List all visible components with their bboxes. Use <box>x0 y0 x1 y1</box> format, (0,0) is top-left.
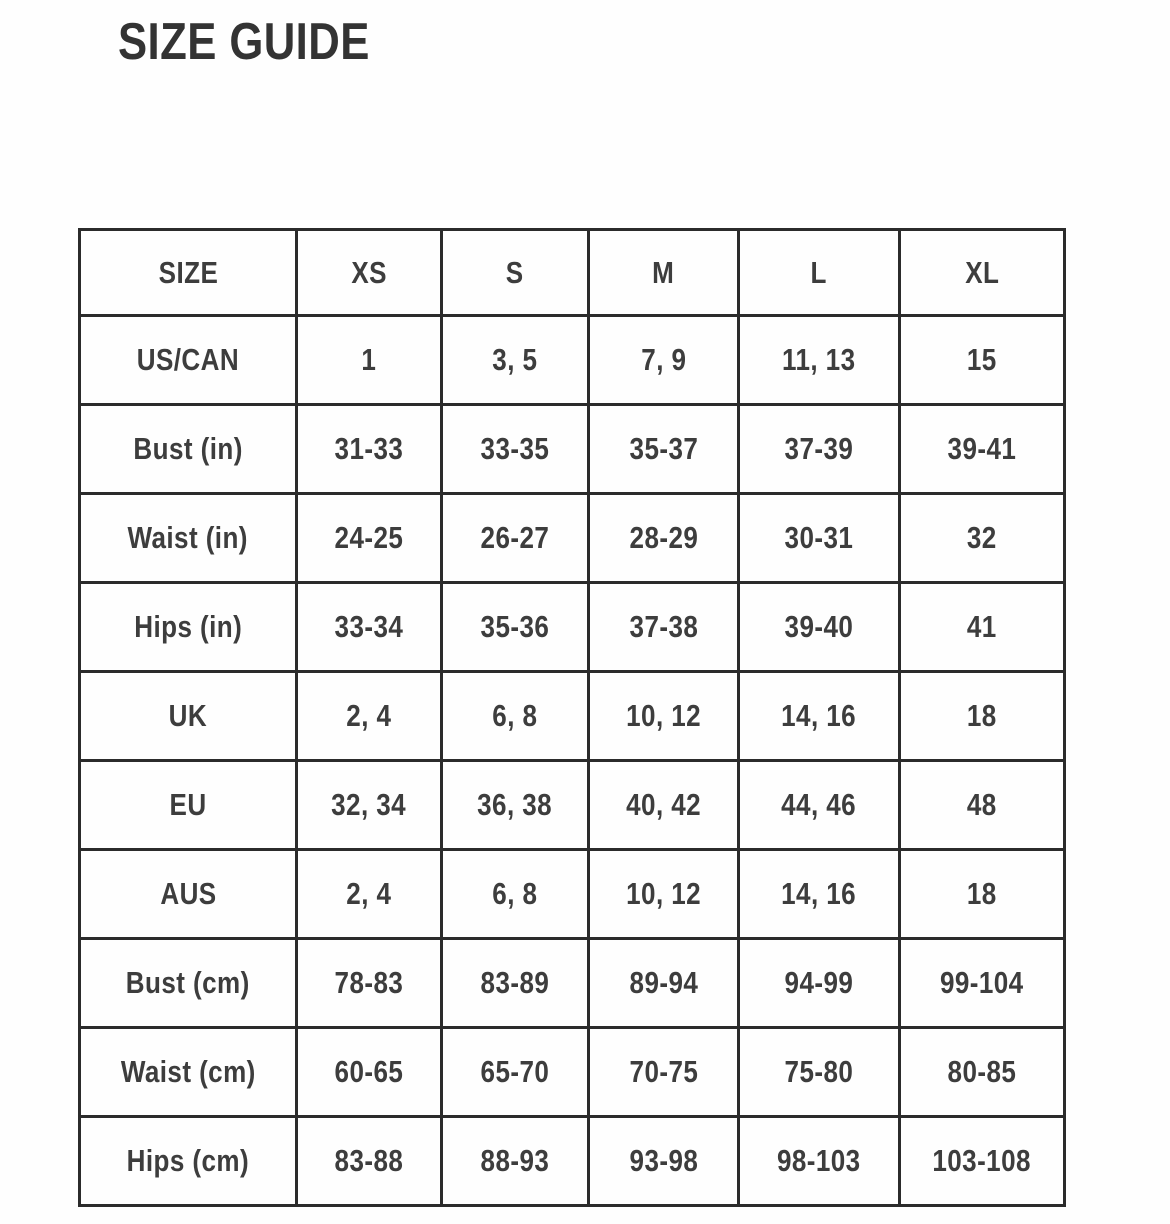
size-guide-table <box>78 228 1066 1207</box>
cell-text: 6, 8 <box>492 876 538 911</box>
cell-text: 88-93 <box>480 1143 550 1178</box>
table-cell <box>589 939 739 1028</box>
table-row-waist-cm <box>80 1028 1065 1117</box>
table-row-eu <box>80 761 1065 850</box>
cell-text: 2, 4 <box>346 698 392 733</box>
cell-text: 35-36 <box>480 609 550 644</box>
cell-text: L <box>810 254 828 290</box>
cell-text: 32 <box>967 520 997 555</box>
table-cell <box>297 494 442 583</box>
table-cell <box>589 761 739 850</box>
cell-text: 32, 34 <box>331 787 407 822</box>
cell-text: 60-65 <box>334 1054 404 1089</box>
table-cell <box>739 316 900 405</box>
cell-text: 15 <box>967 342 997 377</box>
table-row-aus <box>80 850 1065 939</box>
cell-text: 94-99 <box>784 965 854 1000</box>
table-row-bust-cm <box>80 939 1065 1028</box>
table-cell <box>900 583 1065 672</box>
table-cell <box>739 850 900 939</box>
cell-text: 28-29 <box>629 520 698 555</box>
cell-text: 93-98 <box>629 1143 698 1178</box>
cell-text: Bust (in) <box>133 431 243 466</box>
cell-text: 18 <box>967 698 997 733</box>
cell-text: 33-34 <box>334 609 404 644</box>
cell-text: 99-104 <box>940 965 1024 1000</box>
column-header-s <box>442 230 589 316</box>
table-cell <box>442 494 589 583</box>
table-cell <box>442 405 589 494</box>
cell-text: 78-83 <box>334 965 404 1000</box>
cell-text: 80-85 <box>947 1054 1017 1089</box>
table-cell <box>739 405 900 494</box>
table-cell <box>900 761 1065 850</box>
table-cell <box>739 1028 900 1117</box>
cell-text: 48 <box>967 787 997 822</box>
column-header-size <box>80 230 297 316</box>
cell-text: XS <box>351 254 387 290</box>
row-label <box>80 583 297 672</box>
cell-text: 70-75 <box>629 1054 698 1089</box>
table-cell <box>900 316 1065 405</box>
cell-text: UK <box>168 698 208 733</box>
table-cell <box>297 316 442 405</box>
table-cell <box>900 1028 1065 1117</box>
page-title-text: SIZE GUIDE <box>118 13 370 71</box>
table-row-waist-in <box>80 494 1065 583</box>
cell-text: 2, 4 <box>346 876 392 911</box>
row-label <box>80 939 297 1028</box>
table-cell <box>297 1028 442 1117</box>
page-title <box>118 14 418 71</box>
cell-text: 7, 9 <box>640 342 687 377</box>
row-label <box>80 850 297 939</box>
table-cell <box>442 939 589 1028</box>
cell-text: 3, 5 <box>492 342 538 377</box>
table-cell <box>739 761 900 850</box>
cell-text: 103-108 <box>932 1143 1032 1178</box>
cell-text: 75-80 <box>784 1054 854 1089</box>
row-label <box>80 494 297 583</box>
table-cell <box>900 1117 1065 1206</box>
row-label <box>80 761 297 850</box>
table-cell <box>297 850 442 939</box>
header-row <box>80 230 1065 316</box>
table-row-uk <box>80 672 1065 761</box>
table-cell <box>589 850 739 939</box>
table-cell <box>442 316 589 405</box>
table-cell <box>297 939 442 1028</box>
cell-text: 33-35 <box>480 431 550 466</box>
cell-text: Hips (cm) <box>126 1143 250 1178</box>
cell-text: 40, 42 <box>626 787 701 822</box>
table-cell <box>589 1117 739 1206</box>
cell-text: 83-88 <box>334 1143 404 1178</box>
cell-text: 10, 12 <box>626 698 701 733</box>
table-row-hips-cm <box>80 1117 1065 1206</box>
cell-text: 10, 12 <box>626 876 701 911</box>
cell-text: Waist (cm) <box>120 1054 256 1089</box>
cell-text: 18 <box>967 876 997 911</box>
cell-text: 24-25 <box>334 520 404 555</box>
cell-text: 37-38 <box>629 609 698 644</box>
table-cell <box>442 1028 589 1117</box>
cell-text: 37-39 <box>784 431 854 466</box>
cell-text: M <box>652 254 675 290</box>
table-cell <box>900 939 1065 1028</box>
cell-text: 35-37 <box>629 431 698 466</box>
cell-text: 41 <box>967 609 997 644</box>
table-cell <box>739 1117 900 1206</box>
row-label <box>80 672 297 761</box>
cell-text: S <box>506 254 524 290</box>
row-label <box>80 1028 297 1117</box>
table-cell <box>442 672 589 761</box>
table-cell <box>900 405 1065 494</box>
table-cell <box>297 583 442 672</box>
table-cell <box>900 494 1065 583</box>
table-cell <box>589 672 739 761</box>
cell-text: 36, 38 <box>477 787 553 822</box>
row-label <box>80 316 297 405</box>
cell-text: EU <box>169 787 207 822</box>
table-cell <box>900 850 1065 939</box>
cell-text: Hips (in) <box>134 609 242 644</box>
cell-text: 1 <box>361 342 377 377</box>
table-cell <box>589 494 739 583</box>
cell-text: US/CAN <box>136 342 240 377</box>
table-row-us-can <box>80 316 1065 405</box>
table-cell <box>589 1028 739 1117</box>
table-cell <box>442 583 589 672</box>
table-cell <box>589 405 739 494</box>
table-cell <box>900 672 1065 761</box>
table-cell <box>739 672 900 761</box>
table-row-hips-in <box>80 583 1065 672</box>
table-cell <box>297 761 442 850</box>
cell-text: 39-40 <box>784 609 854 644</box>
cell-text: 39-41 <box>947 431 1017 466</box>
table-cell <box>739 583 900 672</box>
table-cell <box>442 761 589 850</box>
column-header-xl <box>900 230 1065 316</box>
table-cell <box>442 1117 589 1206</box>
cell-text: 30-31 <box>784 520 854 555</box>
cell-text: 31-33 <box>334 431 404 466</box>
column-header-xs <box>297 230 442 316</box>
row-label <box>80 1117 297 1206</box>
table-cell <box>739 494 900 583</box>
column-header-m <box>589 230 739 316</box>
cell-text: 98-103 <box>777 1143 861 1178</box>
cell-text: 26-27 <box>480 520 550 555</box>
cell-text: 6, 8 <box>492 698 538 733</box>
cell-text: 65-70 <box>480 1054 550 1089</box>
cell-text: XL <box>964 254 1000 290</box>
table-cell <box>739 939 900 1028</box>
cell-text: Waist (in) <box>127 520 249 555</box>
table-row-bust-in <box>80 405 1065 494</box>
cell-text: 44, 46 <box>781 787 857 822</box>
table-cell <box>589 316 739 405</box>
cell-text: 89-94 <box>629 965 698 1000</box>
table-cell <box>297 1117 442 1206</box>
cell-text: 83-89 <box>480 965 550 1000</box>
table-cell <box>442 850 589 939</box>
cell-text: 14, 16 <box>781 698 857 733</box>
cell-text: Bust (cm) <box>126 965 250 1000</box>
cell-text: AUS <box>159 876 217 911</box>
column-header-l <box>739 230 900 316</box>
table-cell <box>297 672 442 761</box>
cell-text: SIZE <box>158 254 218 290</box>
row-label <box>80 405 297 494</box>
cell-text: 11, 13 <box>782 342 856 377</box>
table-cell <box>297 405 442 494</box>
cell-text: 14, 16 <box>781 876 857 911</box>
table-cell <box>589 583 739 672</box>
